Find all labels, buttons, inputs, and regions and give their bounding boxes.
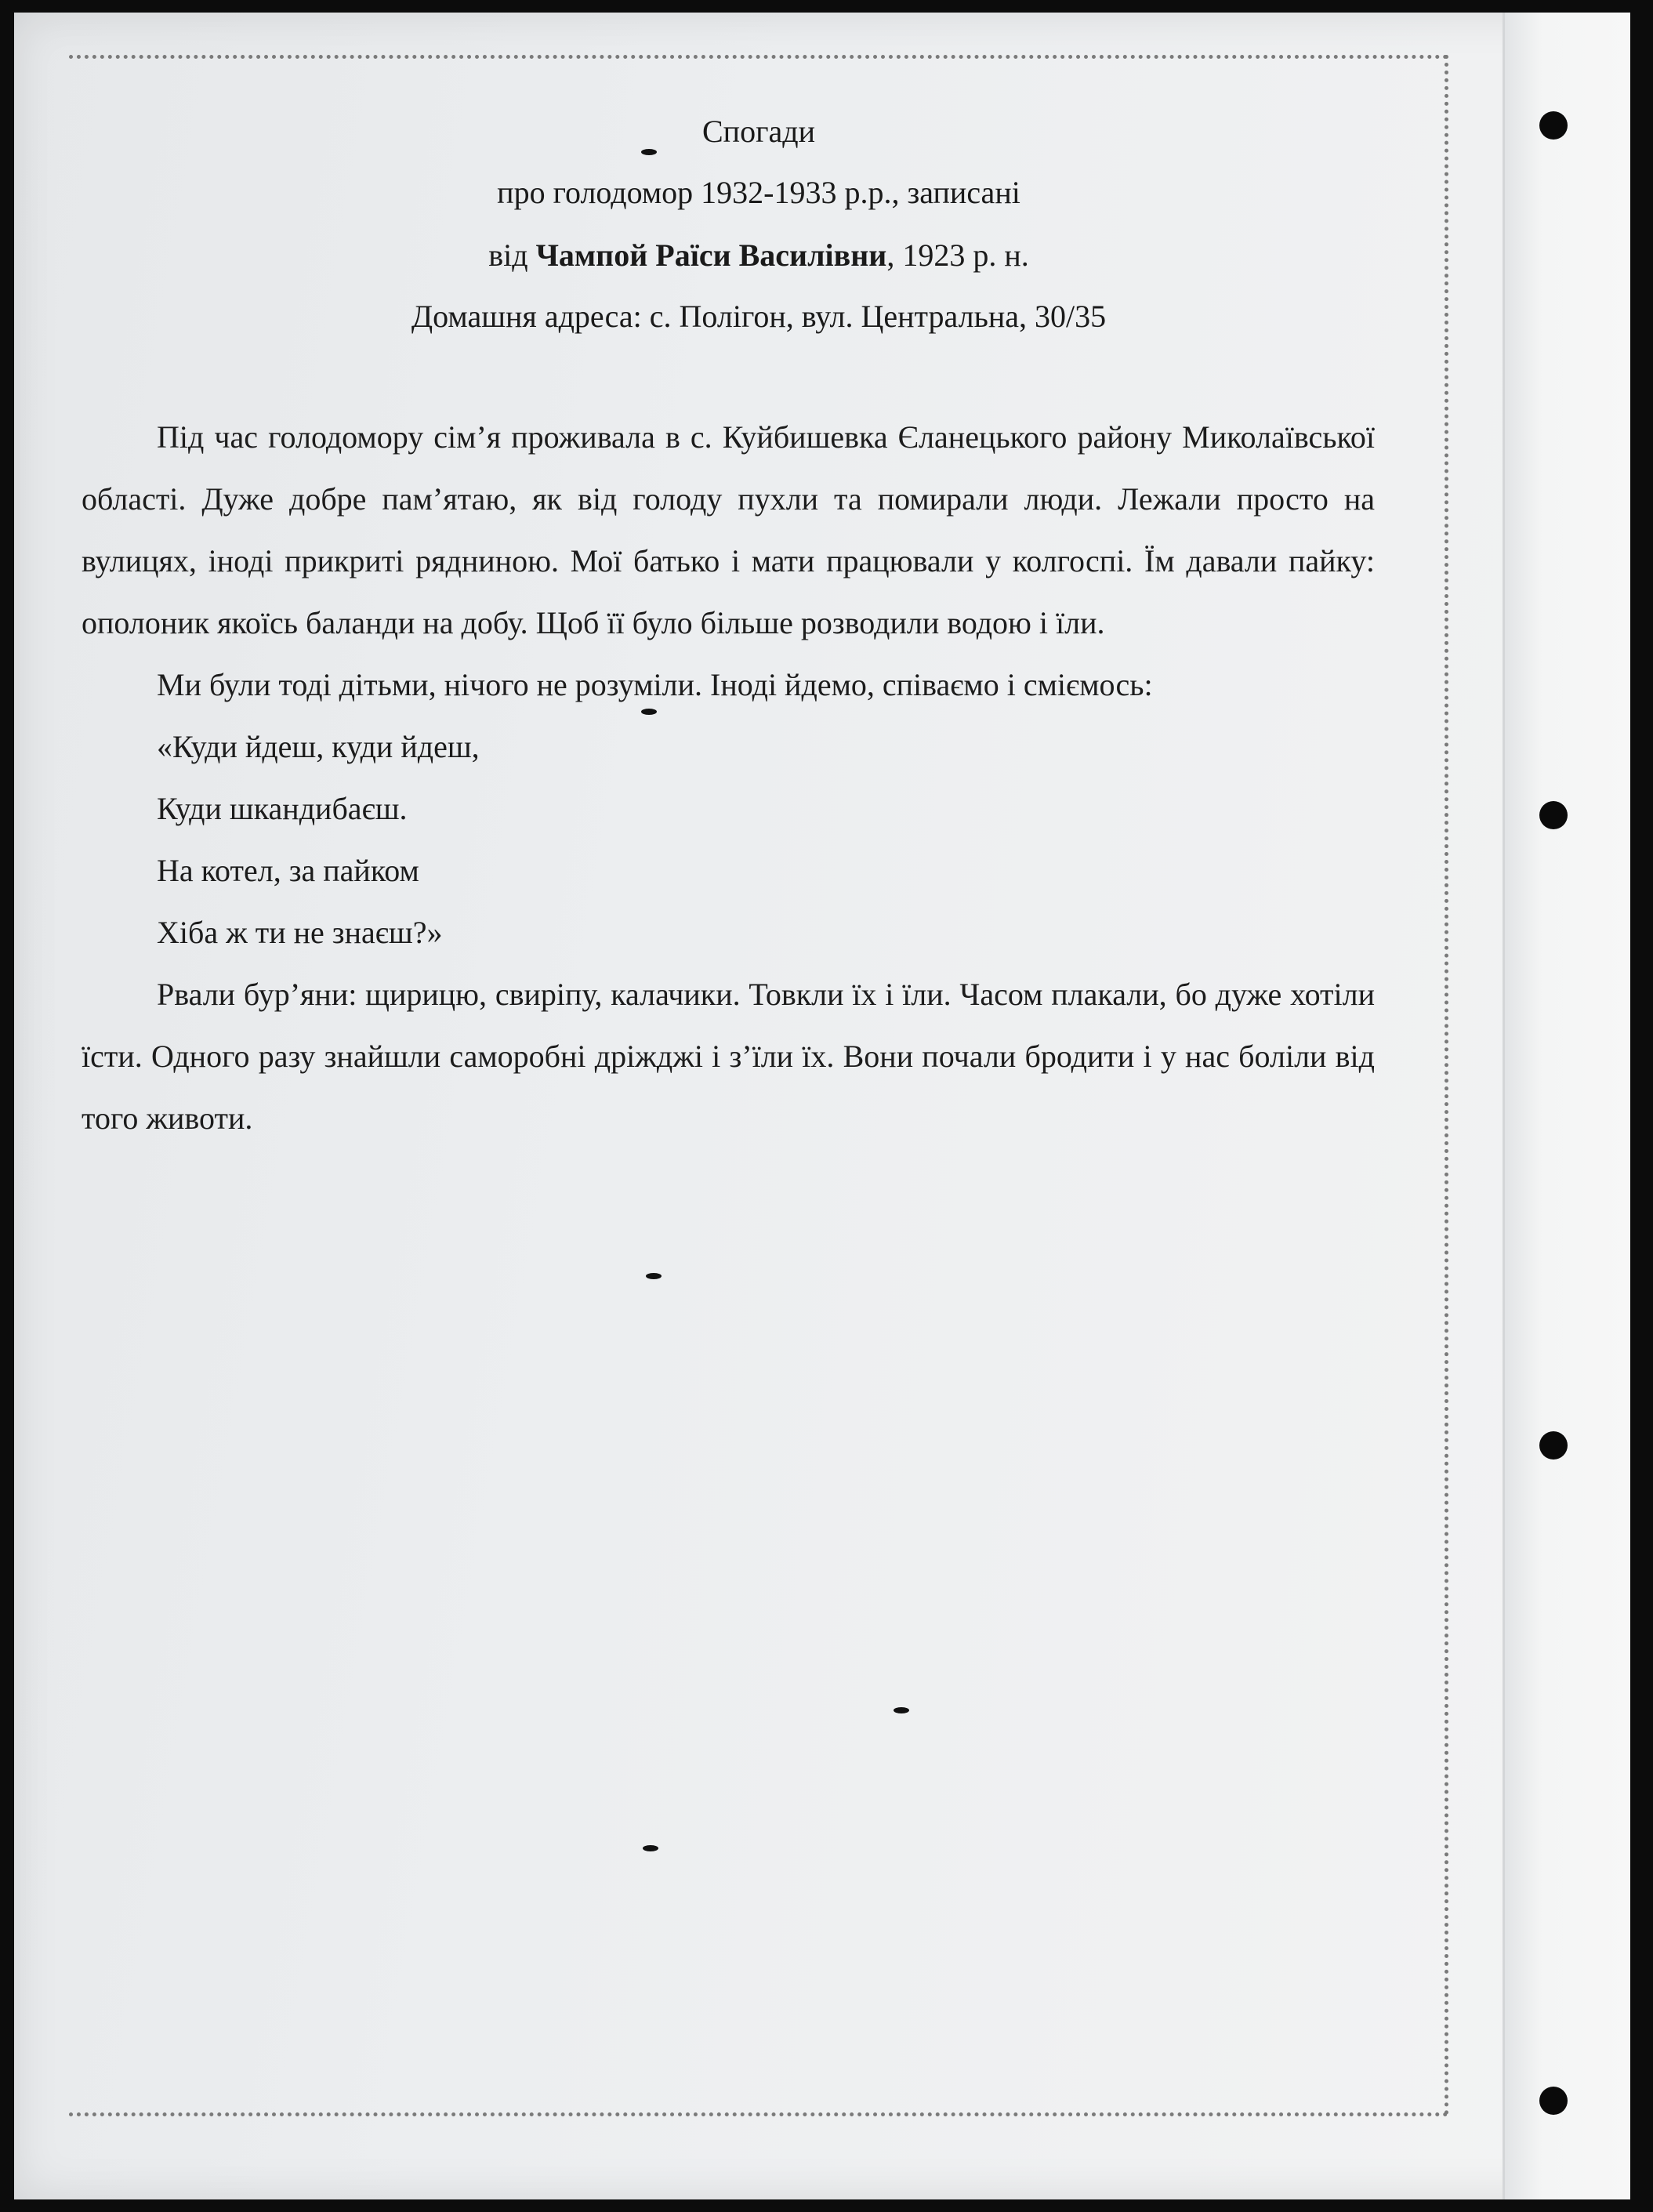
- scan-speck: [894, 1707, 909, 1713]
- narrator-birth-year: , 1923 р. н.: [886, 238, 1029, 273]
- document-subtitle: про голодомор 1932-1933 р.р., записані: [497, 175, 1020, 210]
- document-title: Спогади: [701, 114, 815, 149]
- home-address: Домашня адреса: с. Полігон, вул. Центральна, 30/35: [411, 299, 1107, 334]
- paragraph: Ми були тоді дітьми, нічого не розуміли. Іноді йдемо, співаємо і сміємось:: [157, 667, 1153, 702]
- document-body: [82, 406, 1375, 1149]
- narrator-name: Чампой Раїси Василівни: [535, 238, 887, 273]
- document-page: [14, 13, 1630, 2199]
- scan-speck: [646, 1273, 662, 1279]
- verse-line: На котел, за пайком: [157, 853, 419, 888]
- verse-line: «Куди йдеш, куди йдеш,: [157, 729, 480, 764]
- paragraph: Під час голодомору сім’я проживала в с. Куйбишевка Єланецького району Миколаївської області. Дуже добре пам’ятаю, як від голоду пухли та помирали люди. Лежали просто на вулицях, іноді прикриті рядниною. Мої батько і мати працювали у колгоспі. Їм давали пайку: ополоник якоїсь баланди на добу. Щоб її було більше розводили водою і їли.: [82, 419, 1375, 640]
- punch-hole: [1539, 1431, 1568, 1460]
- punch-hole: [1539, 2087, 1568, 2115]
- verse-line: Хіба ж ти не знаєш?»: [157, 915, 443, 950]
- scan-speck: [641, 149, 657, 155]
- punch-hole: [1539, 801, 1568, 829]
- verse-line: Куди шкандибаєш.: [157, 791, 408, 826]
- narrator-prefix: від: [488, 238, 536, 273]
- punch-hole: [1539, 111, 1568, 140]
- scan-speck: [643, 1845, 658, 1851]
- narrator-line: [14, 237, 1503, 274]
- scan-speck: [641, 709, 657, 715]
- binding-strip: [1503, 13, 1630, 2199]
- paragraph: Рвали бур’яни: щирицю, свиріпу, калачики. Товкли їх і їли. Часом плакали, бо дуже хотіли їсти. Одного разу знайшли саморобні дріжджі і з’їли їх. Вони почали бродити і у нас боліли від того животи.: [82, 977, 1375, 1136]
